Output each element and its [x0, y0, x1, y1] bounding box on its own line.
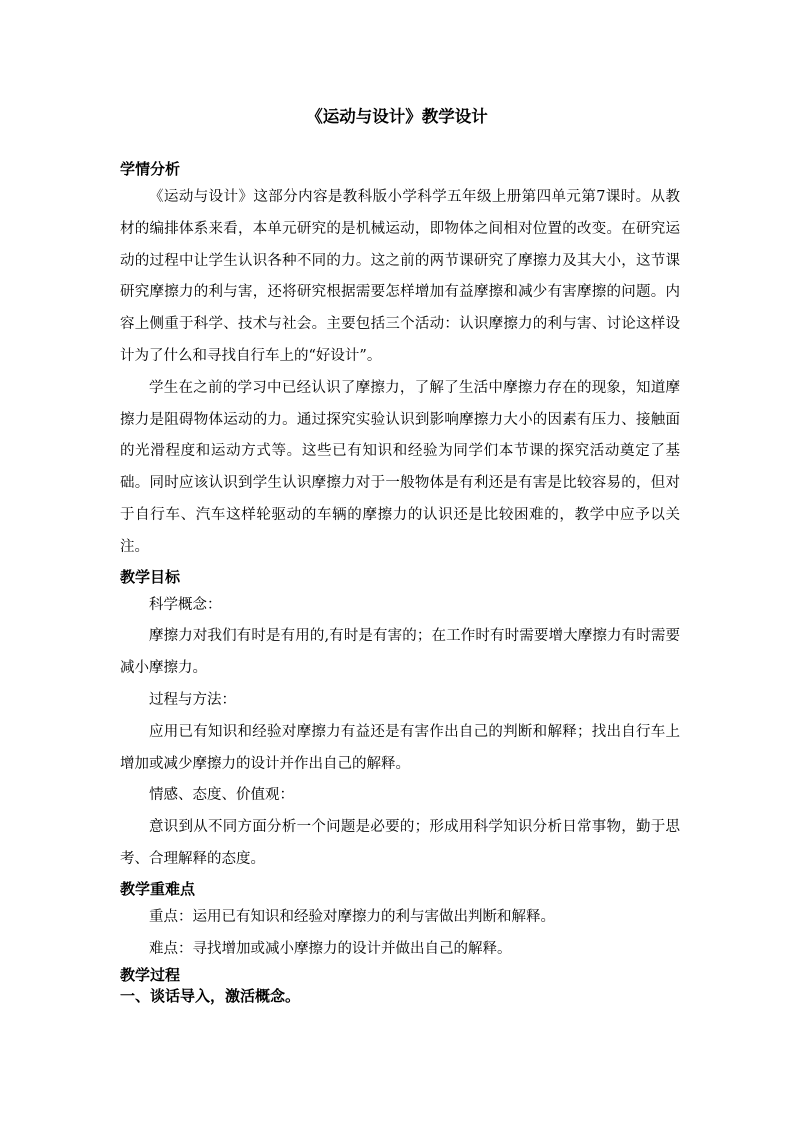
document-title: 《运动与设计》教学设计 — [306, 107, 488, 126]
analysis-paragraph-2: 学生在之前的学习中已经认识了摩擦力，了解了生活中摩擦力存在的现象，知道摩擦力是阻碍物体运动的力。通过探究实验认识到影响摩擦力大小的因素有压力、接触面的光滑程度和运动方式等。这些已有知识和经验为同学们本节课的探究活动奠定了基础。同时应该认识到学生认识摩擦力对于一般物体是有利还是有害是比较容易的，但对于自行车、汽车这样轮驱动的车辆的摩擦力的认识还是比较困难的，教学中应予以关注。 — [120, 379, 680, 555]
section-heading-keypoints: 教学重难点 — [120, 879, 196, 898]
document-body — [120, 156, 680, 1007]
section-heading-process: 教学过程 — [120, 966, 181, 985]
goal-emotion-text: 意识到从不同方面分析一个问题是必要的；形成用科学知识分析日常事物，勤于思考、合理解释的态度。 — [120, 819, 680, 867]
goal-concept-label: 科学概念： — [149, 596, 222, 613]
section-heading-goals: 教学目标 — [120, 567, 181, 586]
goal-concept-text: 摩擦力对我们有时是有用的,有时是有害的；在工作时有时需要增大摩擦力有时需要减小摩擦力。 — [120, 628, 680, 677]
goal-method-label: 过程与方法： — [149, 691, 236, 708]
goal-emotion-label: 情感、态度、价值观： — [149, 787, 294, 804]
keypoint-key: 重点：运用已有知识和经验对摩擦力的利与害做出判断和解释。 — [149, 908, 555, 925]
keypoint-difficult: 难点：寻找增加或减小摩擦力的设计并做出自己的解释。 — [149, 940, 512, 957]
process-step-1: 一、谈话导入，激活概念。 — [120, 987, 301, 1006]
analysis-paragraph-1: 《运动与设计》这部分内容是教科版小学科学五年级上册第四单元第7课时。从教材的编排体系来看，本单元研究的是机械运动，即物体之间相对位置的改变。在研究运动的过程中让学生认识各种不同的力。这之前的两节课研究了摩擦力及其大小，这节课研究摩擦力的利与害，还将研究根据需要怎样增加有益摩擦和减少有害摩擦的问题。内容上侧重于科学、技术与社会。主要包括三个活动：认识摩擦力的利与害、讨论这样设计为了什么和寻找自行车上的“好设计”。 — [120, 189, 680, 364]
goal-method-text: 应用已有知识和经验对摩擦力有益还是有害作出自己的判断和解释；找出自行车上增加或减少摩擦力的设计并作出自己的解释。 — [120, 723, 680, 772]
section-heading-analysis: 学情分析 — [120, 160, 181, 178]
